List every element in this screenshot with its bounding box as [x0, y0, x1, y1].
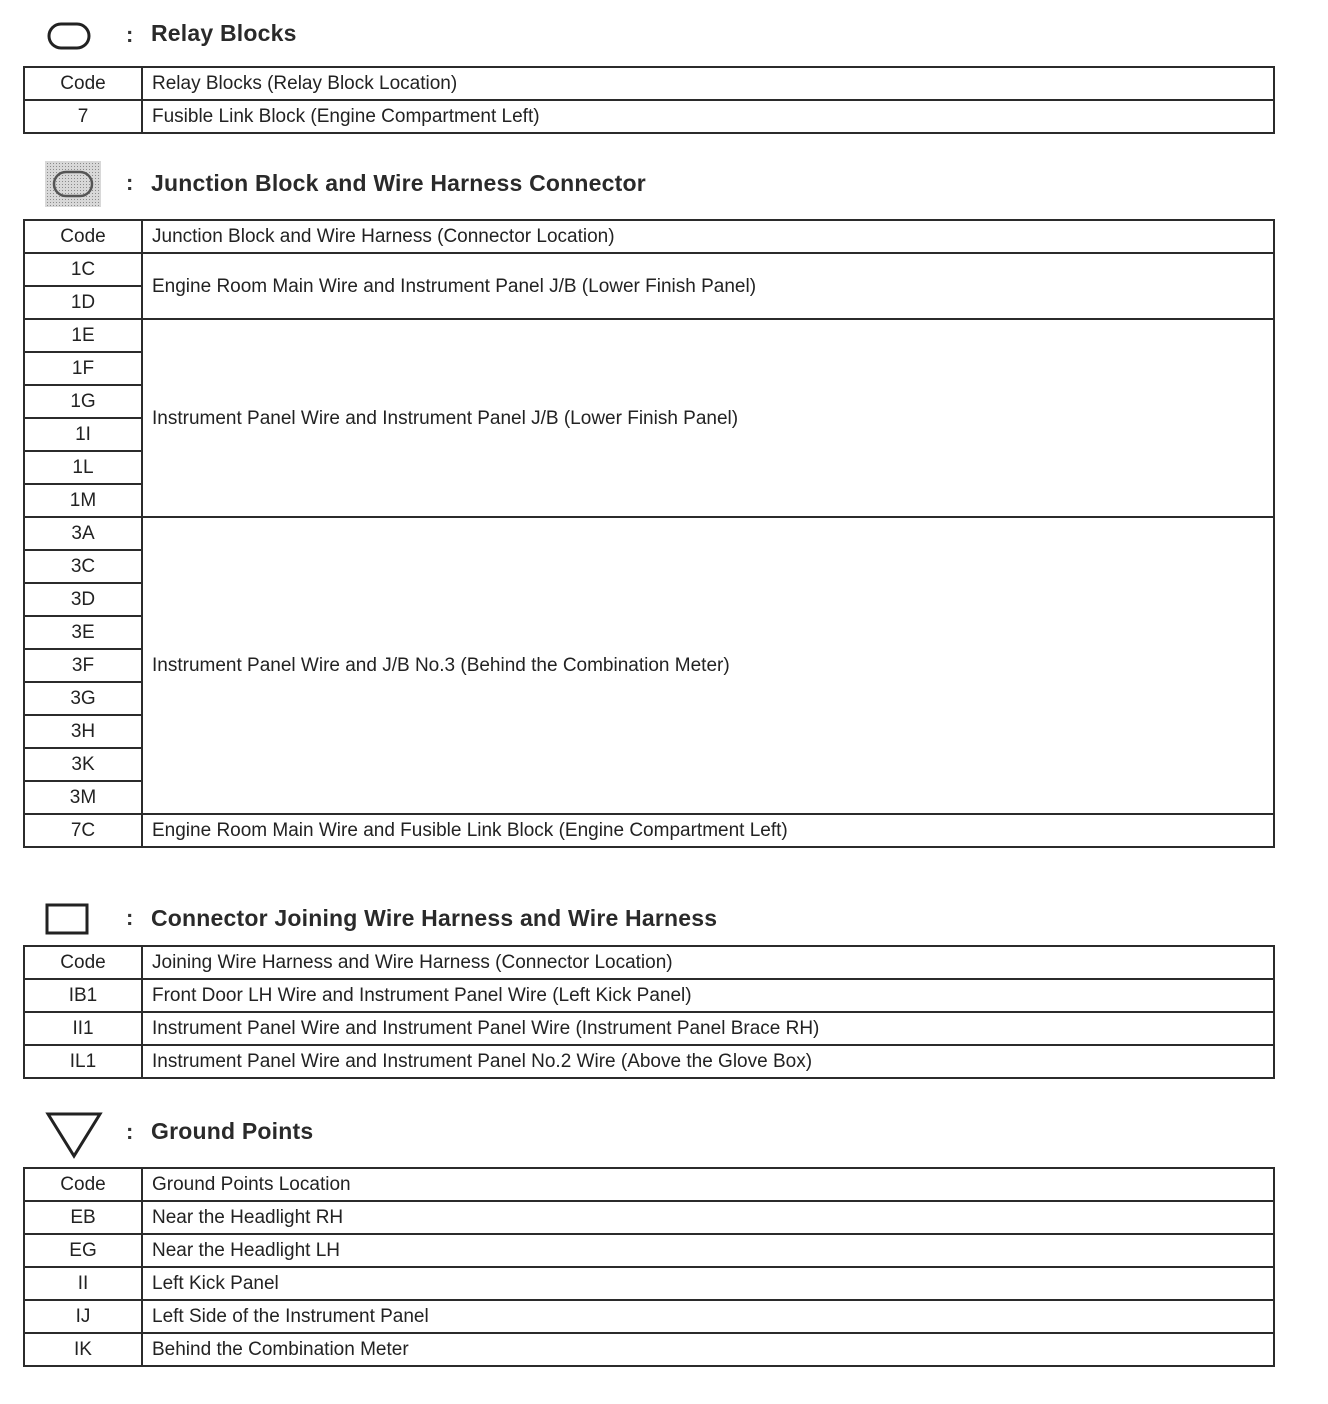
row-code: IK — [24, 1333, 142, 1366]
row-code: EB — [24, 1201, 142, 1234]
row-desc: Left Side of the Instrument Panel — [142, 1300, 1274, 1333]
row-desc: Near the Headlight RH — [142, 1201, 1274, 1234]
shaded-oval-icon — [44, 160, 104, 208]
section-colon: : — [126, 170, 134, 195]
header-code: Code — [24, 1168, 142, 1201]
row-code: 3K — [24, 748, 142, 781]
section-title: Ground Points — [151, 1118, 314, 1144]
row-desc: Engine Room Main Wire and Fusible Link Block (Engine Compartment Left) — [142, 814, 1274, 847]
ground-points-table — [23, 1167, 1275, 1367]
header-code: Code — [24, 67, 142, 100]
row-desc: Engine Room Main Wire and Instrument Panel J/B (Lower Finish Panel) — [142, 253, 1274, 319]
row-code: IB1 — [24, 979, 142, 1012]
row-code: II — [24, 1267, 142, 1300]
table-header-row — [24, 1168, 1274, 1201]
row-desc: Behind the Combination Meter — [142, 1333, 1274, 1366]
row-code: 1M — [24, 484, 142, 517]
row-code: 3G — [24, 682, 142, 715]
row-code: 7C — [24, 814, 142, 847]
row-code: 1F — [24, 352, 142, 385]
section-relay-blocks-header — [0, 10, 1328, 60]
header-desc: Ground Points Location — [142, 1168, 1274, 1201]
table-row — [24, 517, 1274, 550]
section-title: Junction Block and Wire Harness Connector — [151, 170, 646, 196]
row-code: IJ — [24, 1300, 142, 1333]
section-title: Relay Blocks — [151, 20, 297, 46]
row-code: 1C — [24, 253, 142, 286]
relay-blocks-table — [23, 66, 1275, 134]
row-code: 3C — [24, 550, 142, 583]
section-title: Connector Joining Wire Harness and Wire Harness — [151, 905, 718, 931]
table-row — [24, 1012, 1274, 1045]
row-desc: Fusible Link Block (Engine Compartment Left) — [142, 100, 1274, 133]
header-desc: Joining Wire Harness and Wire Harness (Connector Location) — [142, 946, 1274, 979]
row-code: 1G — [24, 385, 142, 418]
row-code: 3A — [24, 517, 142, 550]
table-row — [24, 814, 1274, 847]
table-header-row — [24, 220, 1274, 253]
row-code: 3D — [24, 583, 142, 616]
section-ground-points-header — [0, 1106, 1328, 1156]
row-desc: Instrument Panel Wire and J/B No.3 (Behind the Combination Meter) — [142, 517, 1274, 814]
row-code: 3M — [24, 781, 142, 814]
rounded-oval-outline-icon — [44, 21, 94, 51]
table-row — [24, 253, 1274, 286]
table-row — [24, 1333, 1274, 1366]
junction-block-table — [23, 219, 1275, 848]
section-colon: : — [126, 22, 134, 47]
row-desc: Near the Headlight LH — [142, 1234, 1274, 1267]
header-desc: Junction Block and Wire Harness (Connector Location) — [142, 220, 1274, 253]
header-code: Code — [24, 946, 142, 979]
section-colon: : — [126, 1119, 134, 1144]
row-code: 3F — [24, 649, 142, 682]
row-code: EG — [24, 1234, 142, 1267]
section-colon: : — [126, 905, 134, 930]
row-code: 3E — [24, 616, 142, 649]
down-triangle-icon — [44, 1110, 106, 1160]
row-code: 1E — [24, 319, 142, 352]
table-row — [24, 979, 1274, 1012]
row-desc: Instrument Panel Wire and Instrument Panel Wire (Instrument Panel Brace RH) — [142, 1012, 1274, 1045]
connector-joining-table — [23, 945, 1275, 1079]
row-code: IL1 — [24, 1045, 142, 1078]
section-junction-block-header — [0, 158, 1328, 208]
row-desc: Front Door LH Wire and Instrument Panel Wire (Left Kick Panel) — [142, 979, 1274, 1012]
table-header-row — [24, 67, 1274, 100]
row-desc: Left Kick Panel — [142, 1267, 1274, 1300]
row-code: 1D — [24, 286, 142, 319]
header-desc: Relay Blocks (Relay Block Location) — [142, 67, 1274, 100]
section-connector-joining-header — [0, 893, 1328, 943]
table-row — [24, 100, 1274, 133]
row-code: II1 — [24, 1012, 142, 1045]
table-row — [24, 1234, 1274, 1267]
table-row — [24, 1045, 1274, 1078]
table-row — [24, 1267, 1274, 1300]
row-code: 7 — [24, 100, 142, 133]
row-code: 3H — [24, 715, 142, 748]
row-desc: Instrument Panel Wire and Instrument Panel No.2 Wire (Above the Glove Box) — [142, 1045, 1274, 1078]
row-code: 1L — [24, 451, 142, 484]
header-code: Code — [24, 220, 142, 253]
table-header-row — [24, 946, 1274, 979]
table-row — [24, 319, 1274, 352]
table-row — [24, 1300, 1274, 1333]
row-desc: Instrument Panel Wire and Instrument Panel J/B (Lower Finish Panel) — [142, 319, 1274, 517]
rectangle-outline-icon — [44, 902, 94, 936]
row-code: 1I — [24, 418, 142, 451]
table-row — [24, 1201, 1274, 1234]
